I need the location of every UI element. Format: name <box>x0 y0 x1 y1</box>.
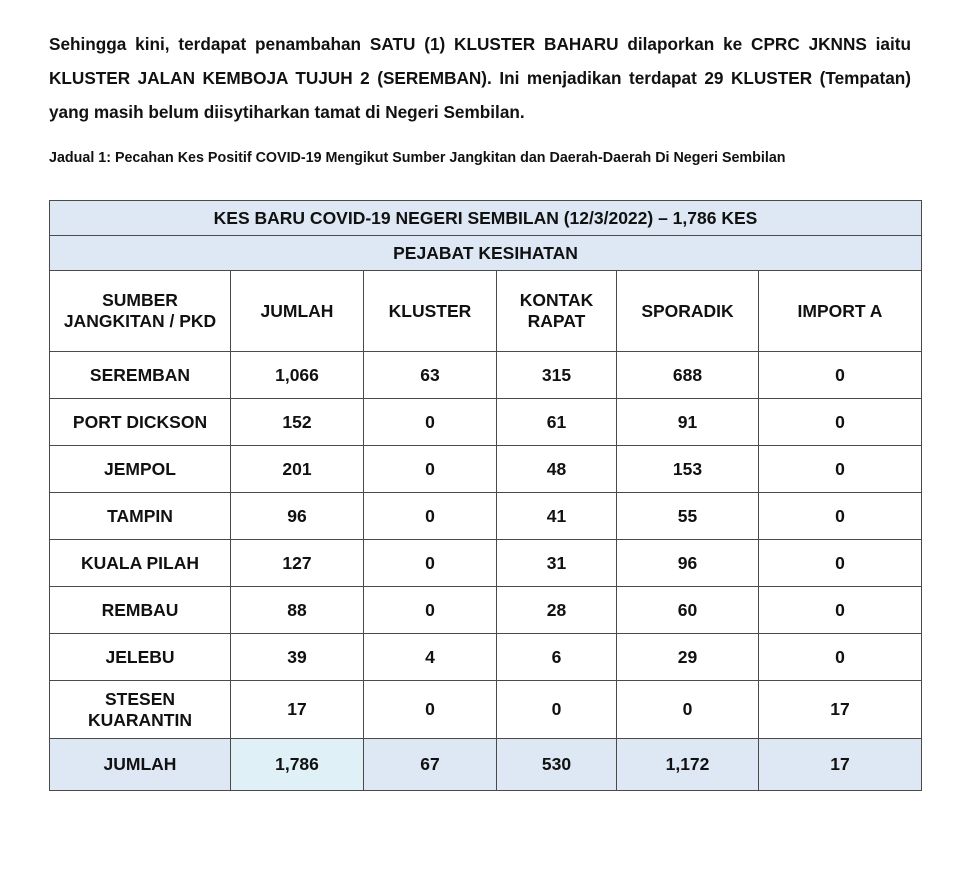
covid-cases-table <box>49 200 922 791</box>
total-kontak-rapat: 530 <box>497 739 617 791</box>
cell-import-a: 0 <box>759 540 922 587</box>
column-header-sumber: SUMBER JANGKITAN / PKD <box>50 271 231 352</box>
cell-jumlah: 17 <box>231 681 364 739</box>
cell-sporadik: 96 <box>617 540 759 587</box>
intro-paragraph: Sehingga kini, terdapat penambahan SATU (1) KLUSTER BAHARU dilaporkan ke CPRC JKNNS iaitu KLUSTER JALAN KEMBOJA TUJUH 2 (SEREMBAN). Ini menjadikan terdapat 29 KLUSTER (Tempatan) yang masih belum diisytiharkan tamat di Negeri Sembilan. <box>49 34 911 122</box>
cell-jumlah: 1,066 <box>231 352 364 399</box>
cell-kontak-rapat: 61 <box>497 399 617 446</box>
cell-sporadik: 688 <box>617 352 759 399</box>
cell-sporadik: 91 <box>617 399 759 446</box>
cell-jumlah: 127 <box>231 540 364 587</box>
column-header-jumlah: JUMLAH <box>231 271 364 352</box>
total-kluster: 67 <box>364 739 497 791</box>
cell-jumlah: 88 <box>231 587 364 634</box>
cell-district: STESEN KUARANTIN <box>50 681 231 739</box>
cell-import-a: 0 <box>759 634 922 681</box>
cell-kontak-rapat: 48 <box>497 446 617 493</box>
cell-kontak-rapat: 6 <box>497 634 617 681</box>
table-row <box>50 540 922 587</box>
cell-kluster: 63 <box>364 352 497 399</box>
total-row <box>50 739 922 791</box>
total-import-a: 17 <box>759 739 922 791</box>
total-district: JUMLAH <box>50 739 231 791</box>
cell-district: JELEBU <box>50 634 231 681</box>
cell-import-a: 0 <box>759 399 922 446</box>
cell-import-a: 17 <box>759 681 922 739</box>
cell-sporadik: 29 <box>617 634 759 681</box>
cell-kontak-rapat: 315 <box>497 352 617 399</box>
cell-kluster: 0 <box>364 399 497 446</box>
cell-kluster: 4 <box>364 634 497 681</box>
column-header-import-a: IMPORT A <box>759 271 922 352</box>
table-row <box>50 634 922 681</box>
cell-kluster: 0 <box>364 587 497 634</box>
cell-import-a: 0 <box>759 446 922 493</box>
cell-kontak-rapat: 41 <box>497 493 617 540</box>
cell-import-a: 0 <box>759 493 922 540</box>
table-row <box>50 399 922 446</box>
cell-district: REMBAU <box>50 587 231 634</box>
cell-district: PORT DICKSON <box>50 399 231 446</box>
cell-kluster: 0 <box>364 681 497 739</box>
total-sporadik: 1,172 <box>617 739 759 791</box>
cell-sporadik: 55 <box>617 493 759 540</box>
cell-import-a: 0 <box>759 587 922 634</box>
table-row <box>50 587 922 634</box>
column-header-sporadik: SPORADIK <box>617 271 759 352</box>
cell-sporadik: 0 <box>617 681 759 739</box>
table-caption: Jadual 1: Pecahan Kes Positif COVID-19 Mengikut Sumber Jangkitan dan Daerah-Daerah Di Negeri Sembilan <box>49 150 786 166</box>
cell-jumlah: 96 <box>231 493 364 540</box>
cell-kontak-rapat: 31 <box>497 540 617 587</box>
table-row <box>50 352 922 399</box>
table-row <box>50 681 922 739</box>
column-header-kontak-rapat: KONTAK RAPAT <box>497 271 617 352</box>
cell-kontak-rapat: 28 <box>497 587 617 634</box>
cell-kontak-rapat: 0 <box>497 681 617 739</box>
cell-kluster: 0 <box>364 446 497 493</box>
cell-district: JEMPOL <box>50 446 231 493</box>
table-title: KES BARU COVID-19 NEGERI SEMBILAN (12/3/2022) – 1,786 KES <box>50 201 922 236</box>
cell-district: TAMPIN <box>50 493 231 540</box>
table-row <box>50 446 922 493</box>
column-header-row <box>50 271 922 352</box>
cell-jumlah: 201 <box>231 446 364 493</box>
cell-jumlah: 39 <box>231 634 364 681</box>
cell-jumlah: 152 <box>231 399 364 446</box>
cell-district: SEREMBAN <box>50 352 231 399</box>
table-row <box>50 493 922 540</box>
cell-kluster: 0 <box>364 540 497 587</box>
cell-sporadik: 60 <box>617 587 759 634</box>
column-header-kluster: KLUSTER <box>364 271 497 352</box>
cell-import-a: 0 <box>759 352 922 399</box>
cell-kluster: 0 <box>364 493 497 540</box>
cell-district: KUALA PILAH <box>50 540 231 587</box>
cell-sporadik: 153 <box>617 446 759 493</box>
total-jumlah: 1,786 <box>231 739 364 791</box>
office-header: PEJABAT KESIHATAN <box>50 236 922 271</box>
